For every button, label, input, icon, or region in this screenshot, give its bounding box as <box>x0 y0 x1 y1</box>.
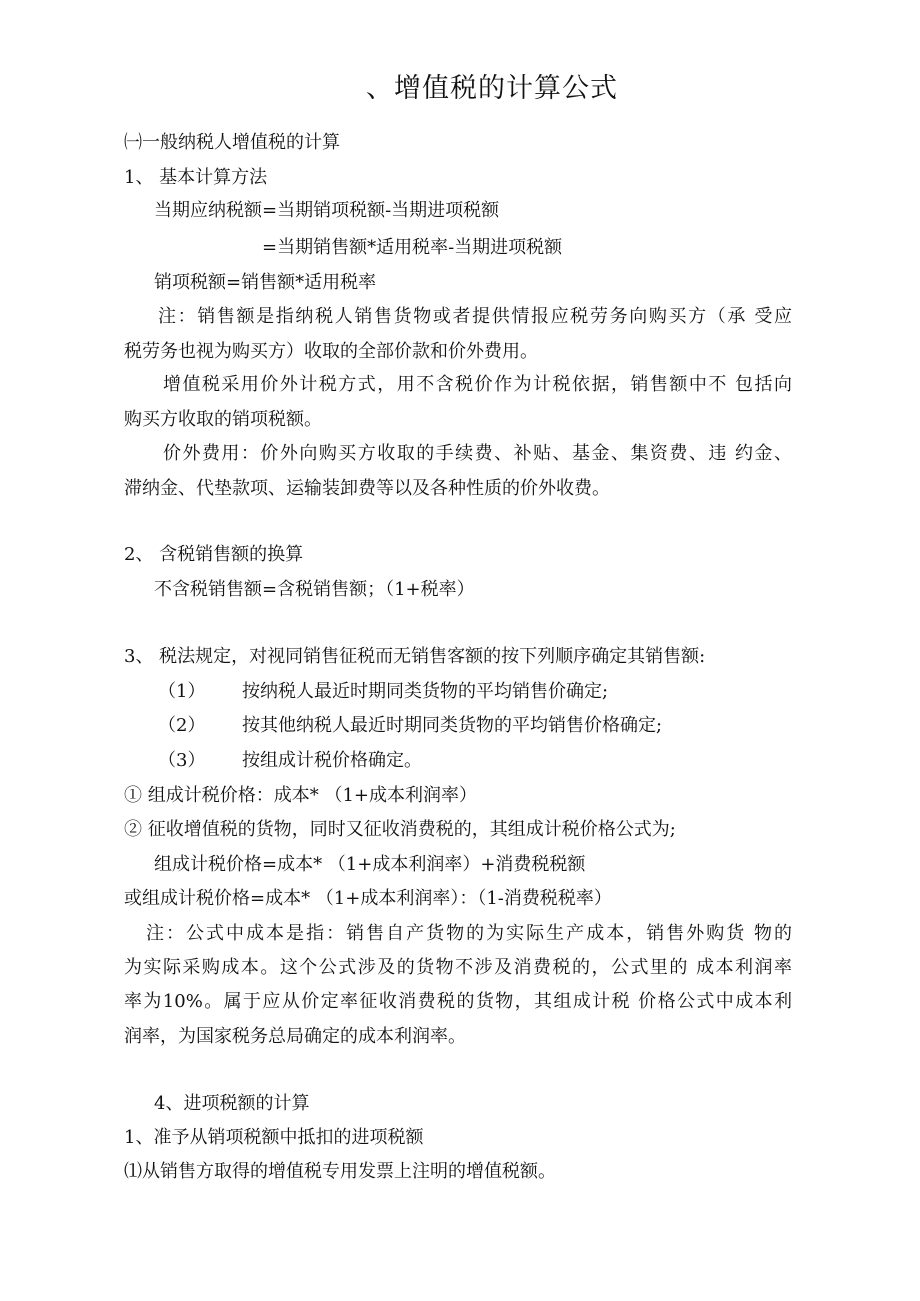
body-paragraph-line: 价外费用：价外向购买方收取的手续费、补贴、基金、集资费、违 约金、 <box>163 443 792 464</box>
note-paragraph-line: 为实际采购成本。这个公式涉及的货物不涉及消费税的，公式里的 成本利润率 <box>124 957 792 978</box>
sub-heading: 1、准予从销项税额中抵扣的进项税额 <box>124 1127 424 1148</box>
list-item-text: 按纳税人最近时期同类货物的平均销售价确定; <box>242 681 609 702</box>
page-title: 、增值税的计算公式 <box>366 73 618 104</box>
list-item-text: 按组成计税价格确定。 <box>242 750 422 771</box>
item-heading-3: 3、 税法规定，对视同销售征税而无销售客额的按下列顺序确定其销售额: <box>124 646 706 667</box>
formula-line: 或组成计税价格=成本* （1+成本利润率）：（1-消费税税率） <box>124 888 612 909</box>
section-heading: ㈠一般纳税人增值税的计算 <box>124 132 340 153</box>
note-paragraph-line: 注：公式中成本是指：销售自产货物的为实际生产成本，销售外购货 物的 <box>146 923 792 944</box>
list-item-text: 按其他纳税人最近时期同类货物的平均销售价格确定; <box>242 715 663 736</box>
list-item-number: （3） <box>158 750 206 771</box>
item-heading-2: 2、 含税销售额的换算 <box>124 544 304 565</box>
list-item-text: ⑴从销售方取得的增值税专用发票上注明的增值税额。 <box>124 1161 556 1182</box>
formula-line: =当期销售额*适用税率-当期进项税额 <box>262 237 563 258</box>
body-paragraph-line: 滞纳金、代垫款项、运输装卸费等以及各种性质的价外收费。 <box>124 478 610 499</box>
formula-line: 组成计税价格=成本* （1+成本利润率）+消费税税额 <box>154 854 586 875</box>
note-paragraph-line: 税劳务也视为购买方）收取的全部价款和价外费用。 <box>124 341 538 362</box>
note-paragraph-line: 率为10%。属于应从价定率征收消费税的货物，其组成计税 价格公式中成本利 <box>124 991 792 1012</box>
formula-line: 不含税销售额=含税销售额；（1+税率） <box>154 579 475 600</box>
note-paragraph-line: 润率，为国家税务总局确定的成本利润率。 <box>124 1026 466 1047</box>
item-heading-1: 1、 基本计算方法 <box>124 167 268 188</box>
body-paragraph-line: 购买方收取的销项税额。 <box>124 409 322 430</box>
formula-line: 销项税额=销售额*适用税率 <box>154 272 377 293</box>
body-paragraph-line: 增值税采用价外计税方式，用不含税价作为计税依据，销售额中不 包括向 <box>163 374 792 395</box>
list-item-number: （2） <box>158 715 206 736</box>
circled-item: ① 组成计税价格：成本* （1+成本利润率） <box>124 785 477 806</box>
formula-line: 当期应纳税额=当期销项税额-当期进项税额 <box>154 200 500 221</box>
list-item-number: （1） <box>158 681 206 702</box>
note-paragraph-line: 注：销售额是指纳税人销售货物或者提供情报应税劳务向购买方（承 受应 <box>158 306 792 327</box>
item-heading-4: 4、进项税额的计算 <box>154 1093 310 1114</box>
circled-item: ② 征收增值税的货物，同时又征收消费税的，其组成计税价格公式为; <box>124 819 676 840</box>
